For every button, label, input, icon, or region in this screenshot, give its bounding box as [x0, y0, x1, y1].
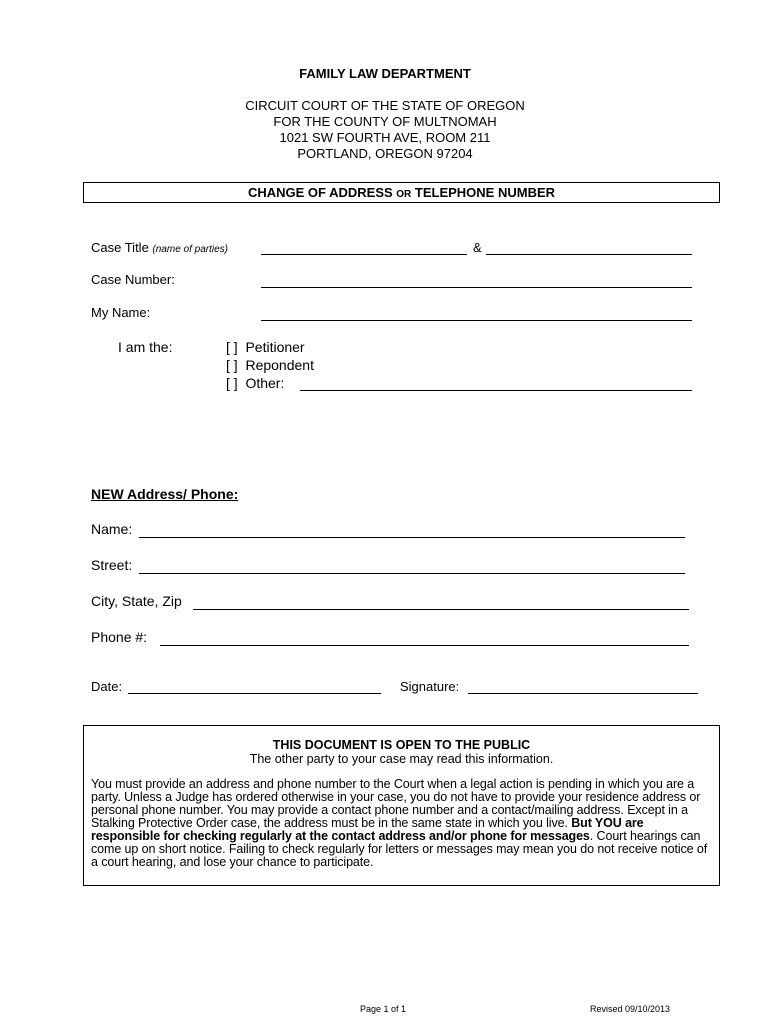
city-state-zip-label: City, State, Zip: [91, 593, 182, 609]
my-name-line[interactable]: [261, 320, 692, 321]
other-box: [ ]: [226, 375, 238, 391]
ampersand: &: [473, 240, 482, 255]
court-line-4: PORTLAND, OREGON 97204: [297, 146, 473, 161]
respondent-box: [ ]: [226, 357, 238, 373]
notice-text-bold: But YOU are responsible for checking regularly at the contact address and/or phone for messages: [91, 816, 644, 843]
case-title-party1-line[interactable]: [261, 254, 467, 255]
date-line[interactable]: [128, 693, 381, 694]
form-title-part3: TELEPHONE NUMBER: [411, 185, 556, 200]
public-notice-paragraph: [91, 778, 713, 869]
other-label: Other:: [245, 375, 285, 391]
other-checkbox[interactable]: [226, 375, 284, 391]
court-line-3: 1021 SW FOURTH AVE, ROOM 211: [279, 130, 491, 145]
public-notice-heading: THIS DOCUMENT IS OPEN TO THE PUBLIC: [272, 738, 531, 752]
new-name-label: Name:: [91, 521, 133, 537]
petitioner-box: [ ]: [226, 339, 238, 355]
page-number: Page 1 of 1: [360, 1004, 407, 1014]
petitioner-checkbox[interactable]: [226, 339, 305, 355]
petitioner-label: Petitioner: [245, 339, 305, 355]
respondent-checkbox[interactable]: [226, 357, 314, 373]
new-address-heading: NEW Address/ Phone:: [91, 486, 239, 502]
new-name-line[interactable]: [139, 537, 685, 538]
form-title-or: OR: [396, 189, 412, 200]
i-am-the-label: I am the:: [118, 339, 173, 355]
other-line[interactable]: [300, 390, 692, 391]
revised-date: Revised 09/10/2013: [590, 1004, 671, 1014]
form-title: [83, 182, 720, 203]
signature-line[interactable]: [468, 693, 698, 694]
notice-text-c: . Court hearings can come up on short notice. Failing to check regularly for letters or messages may mean you do not receive notice of a court hearing, and lose your chance to participate.: [91, 829, 708, 869]
case-title-hint: (name of parties): [152, 244, 229, 255]
public-notice-box: [83, 725, 720, 886]
street-label: Street:: [91, 557, 133, 573]
department-heading: FAMILY LAW DEPARTMENT: [299, 66, 471, 81]
phone-label: Phone #:: [91, 629, 148, 645]
case-title-label: [91, 240, 228, 255]
signature-label: Signature:: [400, 679, 460, 694]
city-state-zip-line[interactable]: [193, 609, 689, 610]
date-label: Date:: [91, 679, 123, 694]
phone-line[interactable]: [160, 645, 689, 646]
court-line-2: FOR THE COUNTY OF MULTNOMAH: [273, 114, 497, 129]
court-line-1: CIRCUIT COURT OF THE STATE OF OREGON: [245, 98, 525, 113]
case-number-line[interactable]: [261, 287, 692, 288]
public-notice-subheading: The other party to your case may read this information.: [249, 752, 554, 766]
case-title-label-text: Case Title: [91, 240, 153, 255]
respondent-label: Repondent: [245, 357, 314, 373]
street-line[interactable]: [139, 573, 685, 574]
case-number-label: Case Number:: [91, 272, 175, 287]
notice-text-a: You must provide an address and phone number to the Court when a legal action is pending in which you are a party. Unless a Judge has ordered otherwise in your case, you do not have to provide your residence address or personal phone number. You may provide a contact phone number and a contact/mailing address. Except in a Stalking Protective Order case, the address must be in the same state in which you live.: [91, 777, 701, 830]
form-title-part1: CHANGE OF ADDRESS: [247, 185, 397, 200]
my-name-label: My Name:: [91, 305, 151, 320]
case-title-party2-line[interactable]: [486, 254, 692, 255]
